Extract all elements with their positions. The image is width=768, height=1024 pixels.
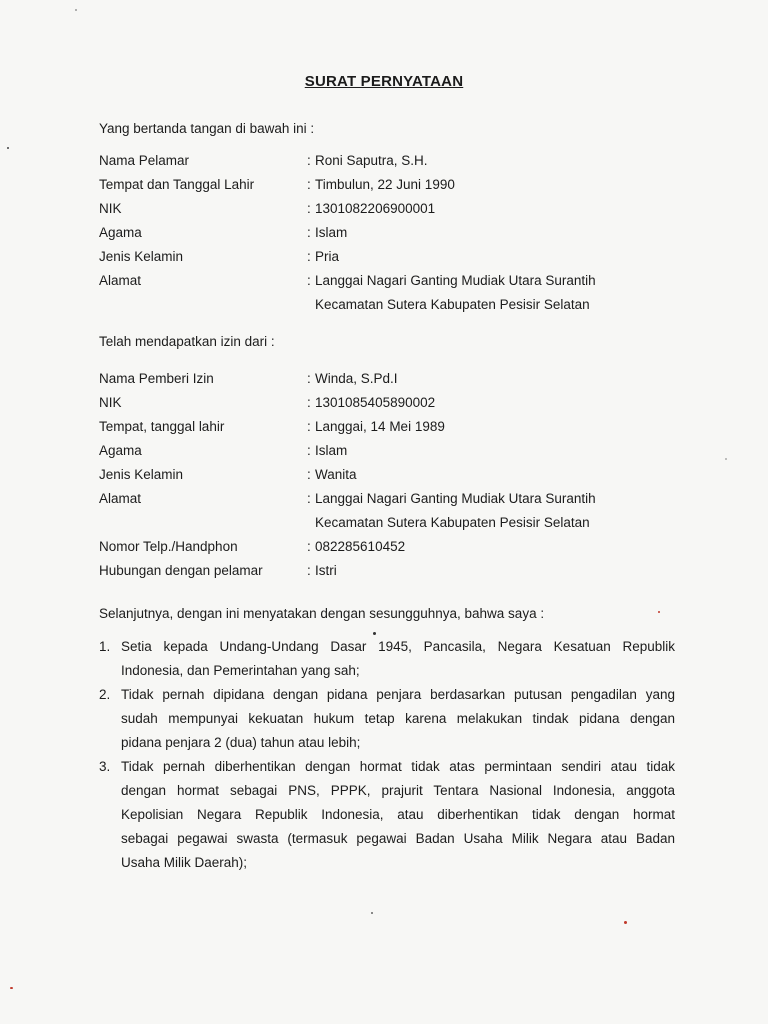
statement-line: pidana penjara 2 (dua) tahun atau lebih; [121,735,361,750]
field-colon: : [307,273,311,288]
field-value: Islam [315,225,348,240]
statement-line: Setia kepada Undang-Undang Dasar 1945, Pancasila, Negara Kesatuan Republik [121,639,675,654]
field-colon: : [307,539,311,554]
field-value: Pria [315,249,340,264]
statement-line: dengan hormat sebagai PNS, PPPK, prajurit Tentara Nasional Indonesia, anggota [121,783,675,798]
statement-number: 1. [99,639,111,654]
statement-line: sebagai pegawai swasta (termasuk pegawai Badan Usaha Milik Negara atau Badan [121,831,675,846]
field-label: Jenis Kelamin [99,249,184,264]
statement-line: Tidak pernah diberhentikan dengan hormat tidak atas permintaan sendiri atau tidak [121,759,675,774]
field-label: Nama Pelamar [99,153,190,168]
field-value: Langgai, 14 Mei 1989 [315,419,445,434]
field-label: Alamat [99,491,142,506]
field-colon: : [307,371,311,386]
statement-text [121,759,675,879]
field-label: Tempat dan Tanggal Lahir [99,177,255,192]
field-label: Nomor Telp./Handphon [99,539,238,554]
statement-number: 3. [99,759,111,774]
scan-speck [371,912,373,914]
document-title: SURAT PERNYATAAN [304,73,464,90]
field-label: Agama [99,443,142,458]
field-colon: : [307,249,311,264]
scan-speck [725,458,727,460]
field-colon: : [307,419,311,434]
field-label: Tempat, tanggal lahir [99,419,225,434]
field-label: Hubungan dengan pelamar [99,563,263,578]
field-colon: : [307,225,311,240]
field-value: Timbulun, 22 Juni 1990 [315,177,455,192]
applicant-address-row [99,273,699,295]
field-colon: : [307,467,311,482]
statement-text [121,639,675,687]
scan-speck [75,9,77,11]
field-label: NIK [99,201,122,216]
field-colon: : [307,491,311,506]
field-value: Istri [315,563,337,578]
statement-intro-text: Selanjutnya, dengan ini menyatakan dengan sesungguhnya, bahwa saya : [99,606,545,621]
field-value: 1301082206900001 [315,201,436,216]
grantor-nik-row [99,395,699,417]
statement-line: Indonesia, dan Pemerintahan yang sah; [121,663,360,678]
field-colon: : [307,395,311,410]
grantor-birth-row [99,419,699,441]
field-value: 082285610452 [315,539,406,554]
statement-line: Tidak pernah dipidana dengan pidana penjara berdasarkan putusan pengadilan yang [121,687,675,702]
field-value: Langgai Nagari Ganting Mudiak Utara Surantih [315,491,596,506]
field-value: Winda, S.Pd.I [315,371,398,386]
field-colon: : [307,153,311,168]
field-value: Roni Saputra, S.H. [315,153,428,168]
applicant-nik-row [99,201,699,223]
grantor-religion-row [99,443,699,465]
field-label: Agama [99,225,142,240]
intro-text: Yang bertanda tangan di bawah ini : [99,121,315,136]
field-colon: : [307,177,311,192]
field-value: 1301085405890002 [315,395,436,410]
applicant-birth-row [99,177,699,199]
scan-speck [373,632,376,635]
field-label: NIK [99,395,122,410]
grantor-name-row [99,371,699,393]
grantor-address-row [99,491,699,513]
scan-speck [10,987,13,989]
field-colon: : [307,443,311,458]
statement-text [121,687,675,759]
applicant-name-row [99,153,699,175]
grantor-gender-row [99,467,699,489]
field-label: Nama Pemberi Izin [99,371,214,386]
applicant-address-line2: Kecamatan Sutera Kabupaten Pesisir Selatan [315,297,590,312]
permission-intro-text: Telah mendapatkan izin dari : [99,334,275,349]
applicant-religion-row [99,225,699,247]
statement-line: Kepolisian Negara Republik Indonesia, atau diberhentikan tidak dengan hormat [121,807,675,822]
statement-line: Usaha Milik Daerah); [121,855,248,870]
field-value: Langgai Nagari Ganting Mudiak Utara Surantih [315,273,596,288]
grantor-relation-row [99,563,699,585]
scan-speck [658,611,660,613]
scan-speck [7,147,9,149]
statement-line: sudah mempunyai kekuatan hukum tetap karena melakukan tindak pidana dengan [121,711,675,726]
applicant-gender-row [99,249,699,271]
field-label: Alamat [99,273,142,288]
grantor-phone-row [99,539,699,561]
scan-speck [624,921,627,924]
field-value: Islam [315,443,348,458]
grantor-address-line2: Kecamatan Sutera Kabupaten Pesisir Selatan [315,515,590,530]
statement-number: 2. [99,687,111,702]
field-label: Jenis Kelamin [99,467,184,482]
field-colon: : [307,201,311,216]
field-value: Wanita [315,467,357,482]
field-colon: : [307,563,311,578]
